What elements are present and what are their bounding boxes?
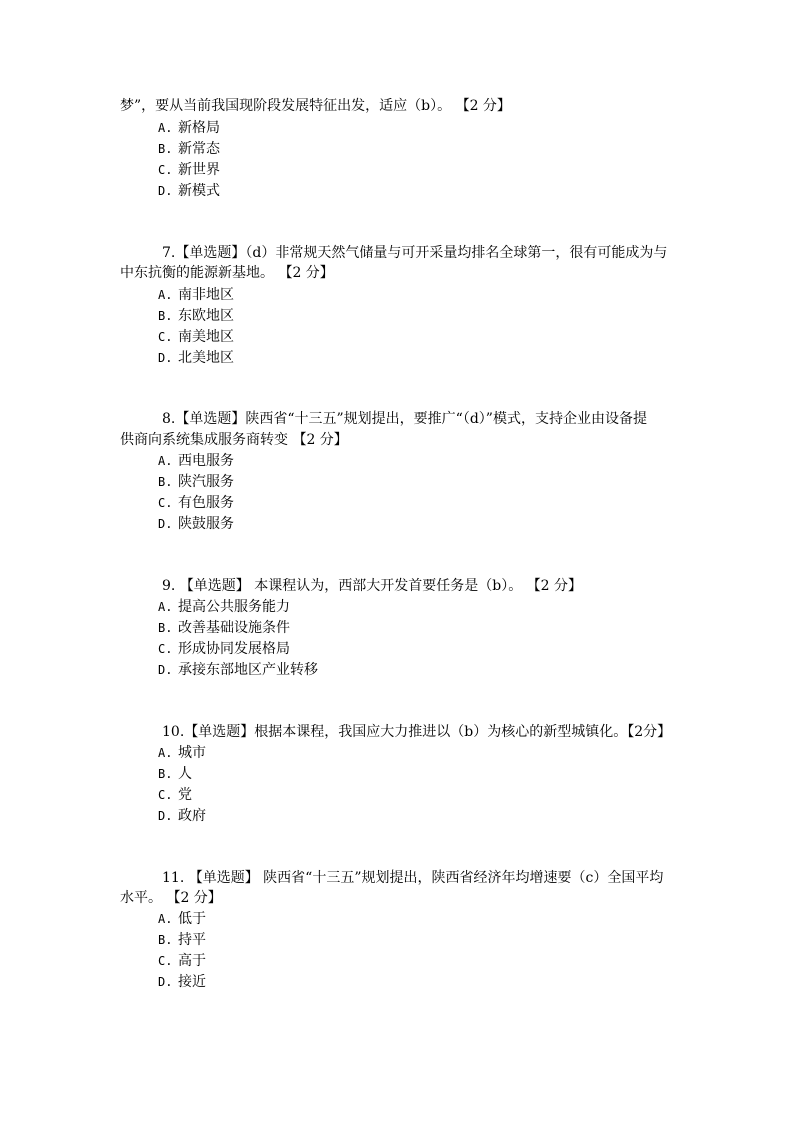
option-letter: C. bbox=[158, 330, 173, 344]
option-letter: D. bbox=[158, 351, 173, 365]
option-letter: C. bbox=[158, 954, 173, 968]
question-11-option-b bbox=[158, 930, 206, 950]
question-10-option-c bbox=[158, 785, 192, 805]
option-letter: B. bbox=[158, 475, 173, 489]
question-7-option-c bbox=[158, 327, 234, 347]
question-8-stem: 8.【单选题】陕西省“十三五”规划提出，要推广“（d）”模式，支持企业由设备提 bbox=[162, 411, 647, 427]
option-letter: C. bbox=[158, 642, 173, 656]
question-10-option-b bbox=[158, 764, 192, 784]
question-9-option-b bbox=[158, 618, 290, 638]
question-7-stem: 7.【单选题】（d）非常规天然气储量与可开采量均排名全球第一，很有可能成为与 bbox=[162, 245, 668, 261]
question-9-option-a bbox=[158, 597, 290, 617]
option-text: 提高公共服务能力 bbox=[178, 599, 290, 615]
option-letter: B. bbox=[158, 933, 173, 947]
option-text: 新世界 bbox=[178, 162, 220, 178]
question-8-stem-cont: 供商向系统集成服务商转变 【2 分】 bbox=[120, 432, 348, 448]
option-letter: D. bbox=[158, 184, 173, 198]
option-letter: B. bbox=[158, 142, 173, 156]
option-text: 持平 bbox=[178, 932, 206, 948]
option-letter: D. bbox=[158, 975, 173, 989]
question-9-option-c bbox=[158, 639, 290, 659]
option-letter: B. bbox=[158, 621, 173, 635]
question-8-option-d bbox=[158, 514, 234, 534]
question-9-option-d bbox=[158, 660, 318, 680]
question-6-option-d bbox=[158, 181, 220, 201]
option-text: 新模式 bbox=[178, 183, 220, 199]
option-text: 陕汽服务 bbox=[178, 474, 234, 490]
option-letter: D. bbox=[158, 809, 173, 823]
option-text: 陕鼓服务 bbox=[178, 516, 234, 532]
question-11-stem-cont: 水平。 【2 分】 bbox=[120, 890, 222, 906]
question-8-option-b bbox=[158, 472, 234, 492]
option-letter: A. bbox=[158, 454, 173, 468]
question-7-option-a bbox=[158, 285, 234, 305]
question-11-stem: 11. 【单选题】 陕西省“十三五”规划提出，陕西省经济年均增速要（c）全国平均 bbox=[162, 870, 664, 886]
option-text: 北美地区 bbox=[178, 350, 234, 366]
question-6-option-b bbox=[158, 139, 220, 159]
question-11-option-c bbox=[158, 951, 206, 971]
option-text: 南非地区 bbox=[178, 287, 234, 303]
option-text: 东欧地区 bbox=[178, 308, 234, 324]
question-11-option-d bbox=[158, 972, 206, 992]
option-letter: C. bbox=[158, 788, 173, 802]
option-text: 接近 bbox=[178, 974, 206, 990]
option-letter: A. bbox=[158, 746, 173, 760]
question-6-stem-tail: 梦”，要从当前我国现阶段发展特征出发，适应（b）。 【2 分】 bbox=[120, 98, 511, 114]
option-text: 形成协同发展格局 bbox=[178, 641, 290, 657]
option-letter: D. bbox=[158, 517, 173, 531]
option-letter: C. bbox=[158, 496, 173, 510]
question-10-option-d bbox=[158, 806, 206, 826]
option-text: 新格局 bbox=[178, 120, 220, 136]
question-7-option-b bbox=[158, 306, 234, 326]
question-9-stem: 9. 【单选题】 本课程认为，西部大开发首要任务是（b）。 【2 分】 bbox=[162, 578, 583, 594]
option-letter: A. bbox=[158, 600, 173, 614]
option-letter: B. bbox=[158, 767, 173, 781]
option-text: 西电服务 bbox=[178, 453, 234, 469]
question-8-option-a bbox=[158, 451, 234, 471]
question-8-option-c bbox=[158, 493, 234, 513]
question-10-stem: 10.【单选题】根据本课程，我国应大力推进以（b）为核心的新型城镇化。【2分】 bbox=[162, 724, 672, 740]
question-11-option-a bbox=[158, 909, 206, 929]
option-text: 承接东部地区产业转移 bbox=[178, 662, 318, 678]
option-text: 低于 bbox=[178, 911, 206, 927]
option-letter: A. bbox=[158, 121, 173, 135]
question-7-option-d bbox=[158, 348, 234, 368]
option-text: 改善基础设施条件 bbox=[178, 620, 290, 636]
question-6-option-c bbox=[158, 160, 220, 180]
option-text: 南美地区 bbox=[178, 329, 234, 345]
option-letter: A. bbox=[158, 288, 173, 302]
option-text: 人 bbox=[178, 766, 192, 782]
question-6-option-a bbox=[158, 118, 220, 138]
option-text: 城市 bbox=[178, 745, 206, 761]
option-letter: B. bbox=[158, 309, 173, 323]
option-text: 高于 bbox=[178, 953, 206, 969]
option-text: 新常态 bbox=[178, 141, 220, 157]
option-letter: D. bbox=[158, 663, 173, 677]
option-letter: A. bbox=[158, 912, 173, 926]
option-letter: C. bbox=[158, 163, 173, 177]
option-text: 有色服务 bbox=[178, 495, 234, 511]
option-text: 政府 bbox=[178, 808, 206, 824]
question-7-stem-cont: 中东抗衡的能源新基地。 【2 分】 bbox=[120, 265, 334, 281]
option-text: 党 bbox=[178, 787, 192, 803]
question-10-option-a bbox=[158, 743, 206, 763]
